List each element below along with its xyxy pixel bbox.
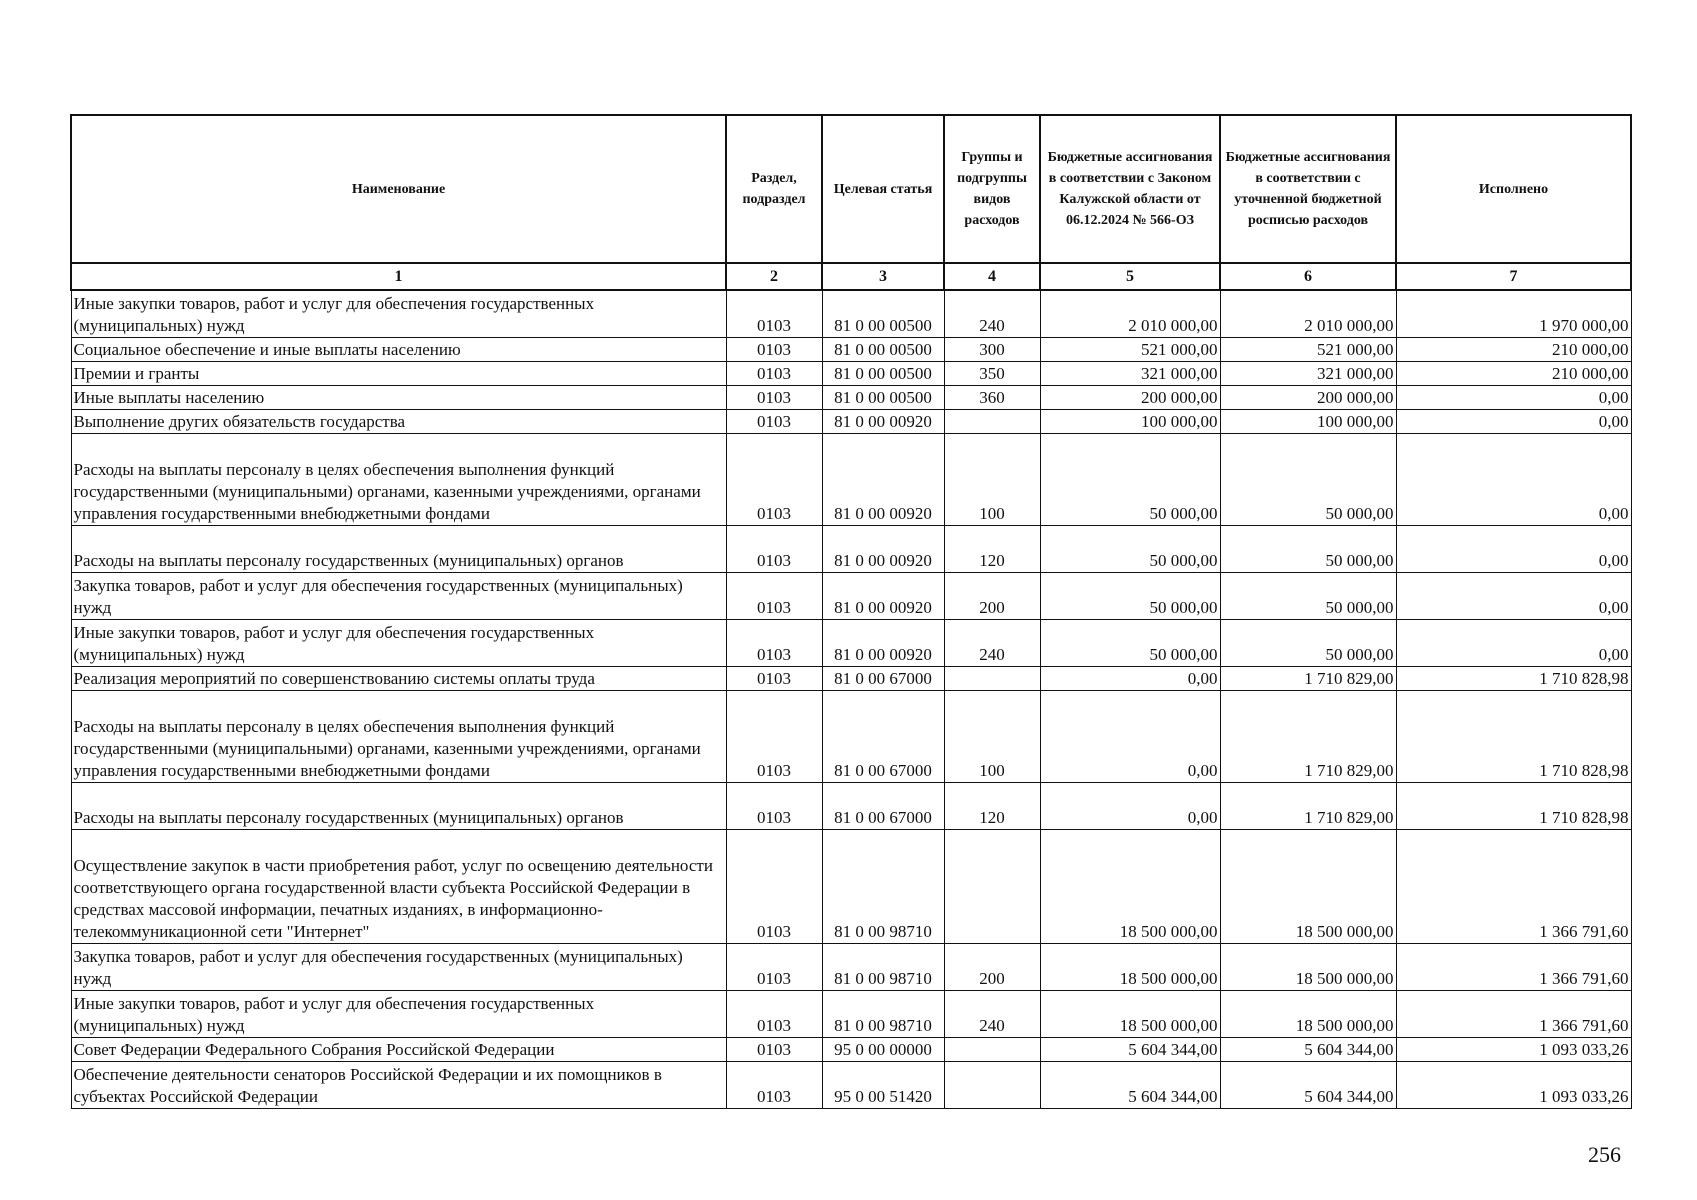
row-refined-amount: 1 710 829,00 — [1220, 783, 1396, 830]
column-number: 4 — [944, 263, 1040, 290]
row-law-amount: 18 500 000,00 — [1040, 991, 1220, 1038]
row-section: 0103 — [726, 1038, 822, 1062]
column-number: 1 — [71, 263, 726, 290]
row-name: Обеспечение деятельности сенаторов Российской Федерации и их помощников в субъектах Российской Федерации — [71, 1062, 726, 1109]
row-law-amount: 321 000,00 — [1040, 362, 1220, 386]
row-law-amount: 5 604 344,00 — [1040, 1038, 1220, 1062]
row-group — [944, 1038, 1040, 1062]
row-executed-amount: 210 000,00 — [1396, 338, 1631, 362]
row-refined-amount: 18 500 000,00 — [1220, 991, 1396, 1038]
header-row — [71, 115, 1631, 263]
table-row — [71, 783, 1631, 830]
row-refined-amount: 100 000,00 — [1220, 410, 1396, 434]
row-target: 81 0 00 00920 — [822, 620, 944, 667]
row-group: 120 — [944, 783, 1040, 830]
row-target: 81 0 00 00920 — [822, 573, 944, 620]
header-section: Раздел, подраздел — [726, 115, 822, 263]
row-name: Иные выплаты населению — [71, 386, 726, 410]
header-target: Целевая статья — [822, 115, 944, 263]
row-executed-amount: 210 000,00 — [1396, 362, 1631, 386]
row-law-amount: 50 000,00 — [1040, 620, 1220, 667]
row-name: Выполнение других обязательств государства — [71, 410, 726, 434]
row-section: 0103 — [726, 1062, 822, 1109]
row-law-amount: 50 000,00 — [1040, 573, 1220, 620]
header-name: Наименование — [71, 115, 726, 263]
row-section: 0103 — [726, 410, 822, 434]
row-executed-amount: 0,00 — [1396, 410, 1631, 434]
row-executed-amount: 1 710 828,98 — [1396, 691, 1631, 783]
row-refined-amount: 1 710 829,00 — [1220, 667, 1396, 691]
row-refined-amount: 50 000,00 — [1220, 434, 1396, 526]
table-row — [71, 573, 1631, 620]
table-row — [71, 362, 1631, 386]
row-refined-amount: 2 010 000,00 — [1220, 290, 1396, 338]
row-law-amount: 200 000,00 — [1040, 386, 1220, 410]
row-name: Иные закупки товаров, работ и услуг для обеспечения государственных (муниципальных) нужд — [71, 290, 726, 338]
row-executed-amount: 0,00 — [1396, 526, 1631, 573]
budget-table — [70, 114, 1632, 1109]
row-name: Закупка товаров, работ и услуг для обеспечения государственных (муниципальных) нужд — [71, 573, 726, 620]
row-section: 0103 — [726, 620, 822, 667]
row-group: 100 — [944, 434, 1040, 526]
row-group — [944, 830, 1040, 944]
row-law-amount: 18 500 000,00 — [1040, 830, 1220, 944]
table-row — [71, 830, 1631, 944]
row-executed-amount: 1 366 791,60 — [1396, 991, 1631, 1038]
row-refined-amount: 5 604 344,00 — [1220, 1038, 1396, 1062]
table-row — [71, 434, 1631, 526]
header-refined: Бюджетные ассигнования в соответствии с уточненной бюджетной росписью расходов — [1220, 115, 1396, 263]
table-row — [71, 944, 1631, 991]
row-name: Осуществление закупок в части приобретения работ, услуг по освещению деятельности соответствующего органа государственной власти субъекта Российской Федерации в средствах массовой информации, печатных изданиях, в информационно-телекоммуникационной сети "Интернет" — [71, 830, 726, 944]
row-executed-amount: 0,00 — [1396, 386, 1631, 410]
row-section: 0103 — [726, 944, 822, 991]
row-target: 81 0 00 00500 — [822, 338, 944, 362]
row-law-amount: 521 000,00 — [1040, 338, 1220, 362]
row-group: 350 — [944, 362, 1040, 386]
row-target: 81 0 00 00500 — [822, 386, 944, 410]
row-target: 81 0 00 00500 — [822, 362, 944, 386]
row-target: 81 0 00 67000 — [822, 691, 944, 783]
header-groups: Группы и подгруппы видов расходов — [944, 115, 1040, 263]
row-name: Иные закупки товаров, работ и услуг для обеспечения государственных (муниципальных) нужд — [71, 620, 726, 667]
table-row — [71, 386, 1631, 410]
row-section: 0103 — [726, 386, 822, 410]
row-name: Социальное обеспечение и иные выплаты населению — [71, 338, 726, 362]
row-executed-amount: 1 366 791,60 — [1396, 830, 1631, 944]
header-executed: Исполнено — [1396, 115, 1631, 263]
row-target: 81 0 00 67000 — [822, 783, 944, 830]
row-refined-amount: 521 000,00 — [1220, 338, 1396, 362]
row-group — [944, 1062, 1040, 1109]
row-refined-amount: 50 000,00 — [1220, 573, 1396, 620]
row-section: 0103 — [726, 526, 822, 573]
row-target: 81 0 00 98710 — [822, 991, 944, 1038]
row-name: Расходы на выплаты персоналу государственных (муниципальных) органов — [71, 526, 726, 573]
column-number: 3 — [822, 263, 944, 290]
page-number: 256 — [1588, 1142, 1621, 1167]
row-executed-amount: 0,00 — [1396, 620, 1631, 667]
row-law-amount: 50 000,00 — [1040, 434, 1220, 526]
row-section: 0103 — [726, 362, 822, 386]
row-section: 0103 — [726, 573, 822, 620]
row-name: Премии и гранты — [71, 362, 726, 386]
table-row — [71, 1038, 1631, 1062]
row-section: 0103 — [726, 434, 822, 526]
row-section: 0103 — [726, 338, 822, 362]
header-law: Бюджетные ассигнования в соответствии с Законом Калужской области от 06.12.2024 № 566-ОЗ — [1040, 115, 1220, 263]
row-executed-amount: 1 366 791,60 — [1396, 944, 1631, 991]
row-executed-amount: 0,00 — [1396, 573, 1631, 620]
row-refined-amount: 321 000,00 — [1220, 362, 1396, 386]
row-target: 81 0 00 00920 — [822, 410, 944, 434]
row-name: Совет Федерации Федерального Собрания Российской Федерации — [71, 1038, 726, 1062]
row-group: 120 — [944, 526, 1040, 573]
row-group: 240 — [944, 620, 1040, 667]
table-row — [71, 620, 1631, 667]
row-target: 81 0 00 00500 — [822, 290, 944, 338]
column-number: 2 — [726, 263, 822, 290]
row-group: 200 — [944, 944, 1040, 991]
row-group: 360 — [944, 386, 1040, 410]
row-group — [944, 667, 1040, 691]
row-section: 0103 — [726, 691, 822, 783]
row-section: 0103 — [726, 783, 822, 830]
row-name: Расходы на выплаты персоналу в целях обеспечения выполнения функций государственными (муниципальными) органами, казенными учреждениями, органами управления государственными внебюджетными фондами — [71, 434, 726, 526]
row-law-amount: 2 010 000,00 — [1040, 290, 1220, 338]
row-refined-amount: 200 000,00 — [1220, 386, 1396, 410]
row-refined-amount: 18 500 000,00 — [1220, 830, 1396, 944]
row-group — [944, 410, 1040, 434]
row-law-amount: 100 000,00 — [1040, 410, 1220, 434]
row-name: Закупка товаров, работ и услуг для обеспечения государственных (муниципальных) нужд — [71, 944, 726, 991]
row-refined-amount: 50 000,00 — [1220, 526, 1396, 573]
row-name: Иные закупки товаров, работ и услуг для обеспечения государственных (муниципальных) нужд — [71, 991, 726, 1038]
row-refined-amount: 50 000,00 — [1220, 620, 1396, 667]
row-group: 300 — [944, 338, 1040, 362]
column-number: 6 — [1220, 263, 1396, 290]
row-target: 81 0 00 00920 — [822, 526, 944, 573]
row-executed-amount: 1 093 033,26 — [1396, 1038, 1631, 1062]
row-law-amount: 18 500 000,00 — [1040, 944, 1220, 991]
row-target: 81 0 00 00920 — [822, 434, 944, 526]
row-law-amount: 0,00 — [1040, 783, 1220, 830]
budget-document — [70, 114, 1630, 1109]
table-row — [71, 290, 1631, 338]
row-executed-amount: 1 093 033,26 — [1396, 1062, 1631, 1109]
row-law-amount: 0,00 — [1040, 667, 1220, 691]
table-row — [71, 410, 1631, 434]
table-row — [71, 691, 1631, 783]
table-row — [71, 667, 1631, 691]
row-executed-amount: 1 970 000,00 — [1396, 290, 1631, 338]
table-row — [71, 338, 1631, 362]
row-section: 0103 — [726, 290, 822, 338]
row-law-amount: 0,00 — [1040, 691, 1220, 783]
row-refined-amount: 5 604 344,00 — [1220, 1062, 1396, 1109]
table-row — [71, 526, 1631, 573]
row-group: 200 — [944, 573, 1040, 620]
row-law-amount: 50 000,00 — [1040, 526, 1220, 573]
column-number-row — [71, 263, 1631, 290]
row-group: 240 — [944, 991, 1040, 1038]
row-target: 81 0 00 98710 — [822, 830, 944, 944]
row-group: 100 — [944, 691, 1040, 783]
row-name: Реализация мероприятий по совершенствованию системы оплаты труда — [71, 667, 726, 691]
row-target: 95 0 00 51420 — [822, 1062, 944, 1109]
column-number: 7 — [1396, 263, 1631, 290]
row-section: 0103 — [726, 830, 822, 944]
row-target: 95 0 00 00000 — [822, 1038, 944, 1062]
row-target: 81 0 00 67000 — [822, 667, 944, 691]
row-refined-amount: 1 710 829,00 — [1220, 691, 1396, 783]
row-executed-amount: 0,00 — [1396, 434, 1631, 526]
row-executed-amount: 1 710 828,98 — [1396, 667, 1631, 691]
row-section: 0103 — [726, 667, 822, 691]
row-refined-amount: 18 500 000,00 — [1220, 944, 1396, 991]
row-name: Расходы на выплаты персоналу в целях обеспечения выполнения функций государственными (муниципальными) органами, казенными учреждениями, органами управления государственными внебюджетными фондами — [71, 691, 726, 783]
row-section: 0103 — [726, 991, 822, 1038]
column-number: 5 — [1040, 263, 1220, 290]
table-row — [71, 991, 1631, 1038]
row-group: 240 — [944, 290, 1040, 338]
row-executed-amount: 1 710 828,98 — [1396, 783, 1631, 830]
row-law-amount: 5 604 344,00 — [1040, 1062, 1220, 1109]
row-name: Расходы на выплаты персоналу государственных (муниципальных) органов — [71, 783, 726, 830]
table-row — [71, 1062, 1631, 1109]
row-target: 81 0 00 98710 — [822, 944, 944, 991]
